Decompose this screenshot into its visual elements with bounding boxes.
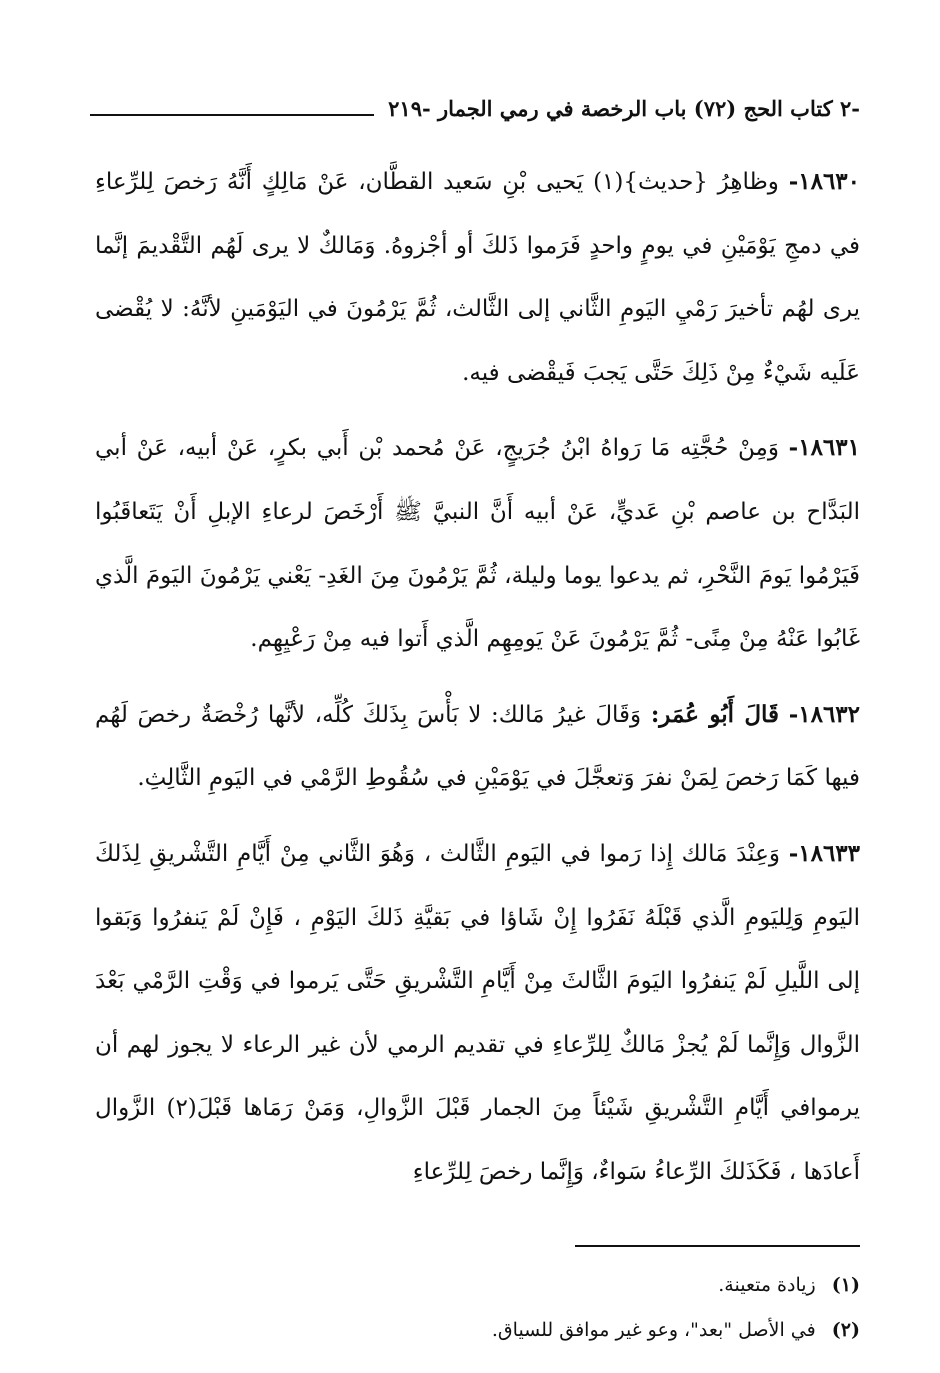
paragraph-18633 xyxy=(95,822,860,1205)
footnote-1 xyxy=(95,1263,860,1308)
paragraph-text: وَقَالَ غيرُ مَالك: لا بَأْسَ بِذَلكَ كُلِّه، لأنَّها رُخْصَةٌ رخصَ لَهُم فيها كَمَا رَخصَ لِمَنْ نفرَ وَتعجَّلَ في يَوْمَيْنِ في سُقُوطِ الرَّمْي في اليَومِ الثَّالِثِ. xyxy=(95,701,860,792)
footnote-text: زيادة متعينة. xyxy=(718,1274,816,1296)
paragraph-number: ١٨٦٣٣- xyxy=(788,839,861,867)
paragraph-number: ١٨٦٣١- xyxy=(788,434,860,462)
paragraph-number: ١٨٦٣٢- xyxy=(788,700,861,728)
main-text xyxy=(95,150,860,1216)
paragraph-text: وظاهِرُ {حديث}(١) يَحيى بْنِ سَعيد القطَّان، عَنْ مَالِكٍ أَنَّهُ رَخصَ لِلرِّعاءِ في دمجِ يَوْمَيْنِ في يومٍ واحدٍ فَرَموا ذَلكَ أو أجْزوهُ. وَمَالكٌ لا يرى لَهُم التَّقْديمَ إنَّما يرى لهُم تأخيرَ رَمْيِ اليَومِ الثَّاني إلى الثَّالث، ثُمَّ يَرْمُونَ في اليَوْمَينِ لأنَّهُ: لا يُقْضى عَلَيه شَيْءٌ مِنْ ذَلِكَ حَتَّى يَجبَ فَيقْضى فيه. xyxy=(95,169,860,386)
footnote-number: (٢) xyxy=(831,1319,860,1341)
running-header xyxy=(90,88,860,128)
footnote-number: (١) xyxy=(831,1274,860,1296)
footnotes xyxy=(95,1263,860,1353)
paragraph-18630 xyxy=(95,150,860,405)
header-title: -٢ كتاب الحج (٧٢) باب الرخصة في رمي الجمار -٢١٩ xyxy=(388,95,860,121)
footnote-text: في الأصل "بعد"، وعو غير موافق للسياق. xyxy=(491,1319,816,1341)
speaker-label: قَالَ أَبُو عُمَر: xyxy=(650,700,780,728)
paragraph-18632 xyxy=(95,683,860,811)
paragraph-number: ١٨٦٣٠- xyxy=(788,168,861,195)
paragraph-text: وَمِنْ حُجَّتِه مَا رَواهُ ابْنُ جُرَيجٍ، عَنْ مُحمد بْن أَبي بكرٍ، عَنْ أبيه، عَنْ أبي البَدَّاح بن عاصم بْنِ عَديٍّ، عَنْ أبيه أَنَّ النبيَّ ﷺ أَرْخَصَ لرعاءِ الإبلِ أَنْ يَتَعاقَبُوا فَيَرْمُوا يَومَ النَّحْرِ، ثم يدعوا يوما وليلة، ثُمَّ يَرْمُونَ مِنَ الغَدِ- يَعْني يَرْمُونَ اليَومَ الَّذي غَابُوا عَنْهُ مِنْ مِنًى- ثُمَّ يَرْمُونَ عَنْ يَومِهِم الَّذي أَتوا فيه مِنْ رَعْيِهِم. xyxy=(95,435,860,653)
paragraph-text: وَعِنْدَ مَالك إِذا رَموا في اليَومِ الثَّالث ، وَهُوَ الثَّاني مِنْ أَيَّامِ التَّشْريقِ لِذَلكَ اليَومِ وَلِليَومِ الَّذي قَبْلَهُ نَفَرُوا إِنْ شَاؤا في بَقيَّةِ ذَلكَ اليَوْمِ ، فَإِنْ لَمْ يَنفرُوا وَبَقوا إلى اللَّيلِ لَمْ يَنفرُوا اليَومَ الثَّالثَ مِنْ أَيَّامِ التَّشْريقِ حَتَّى يَرموا في وَقْتِ الرَّمْي بَعْدَ الزَّوال وَإِنَّما لَمْ يُجزْ مَالكٌ لِلرِّعاءِ في تقديم الرمي لأن غير الرعاء لا يجوز لهم أن يرموافي أَيَّامِ التَّشْريقِ شَيْئاً مِنَ الجمار قَبْلَ الزَّوالِ، وَمَنْ رَمَاها قَبْلَ(٢) الزَّوال أَعادَها ، فَكَذَلكَ الرِّعاءُ سَواءٌ، وَإِنَّما رخصَ لِلرِّعاءِ xyxy=(95,840,860,1185)
footnote-2 xyxy=(95,1308,860,1353)
paragraph-18631 xyxy=(95,416,860,671)
header-rule xyxy=(90,114,374,116)
footnote-divider xyxy=(575,1245,860,1247)
